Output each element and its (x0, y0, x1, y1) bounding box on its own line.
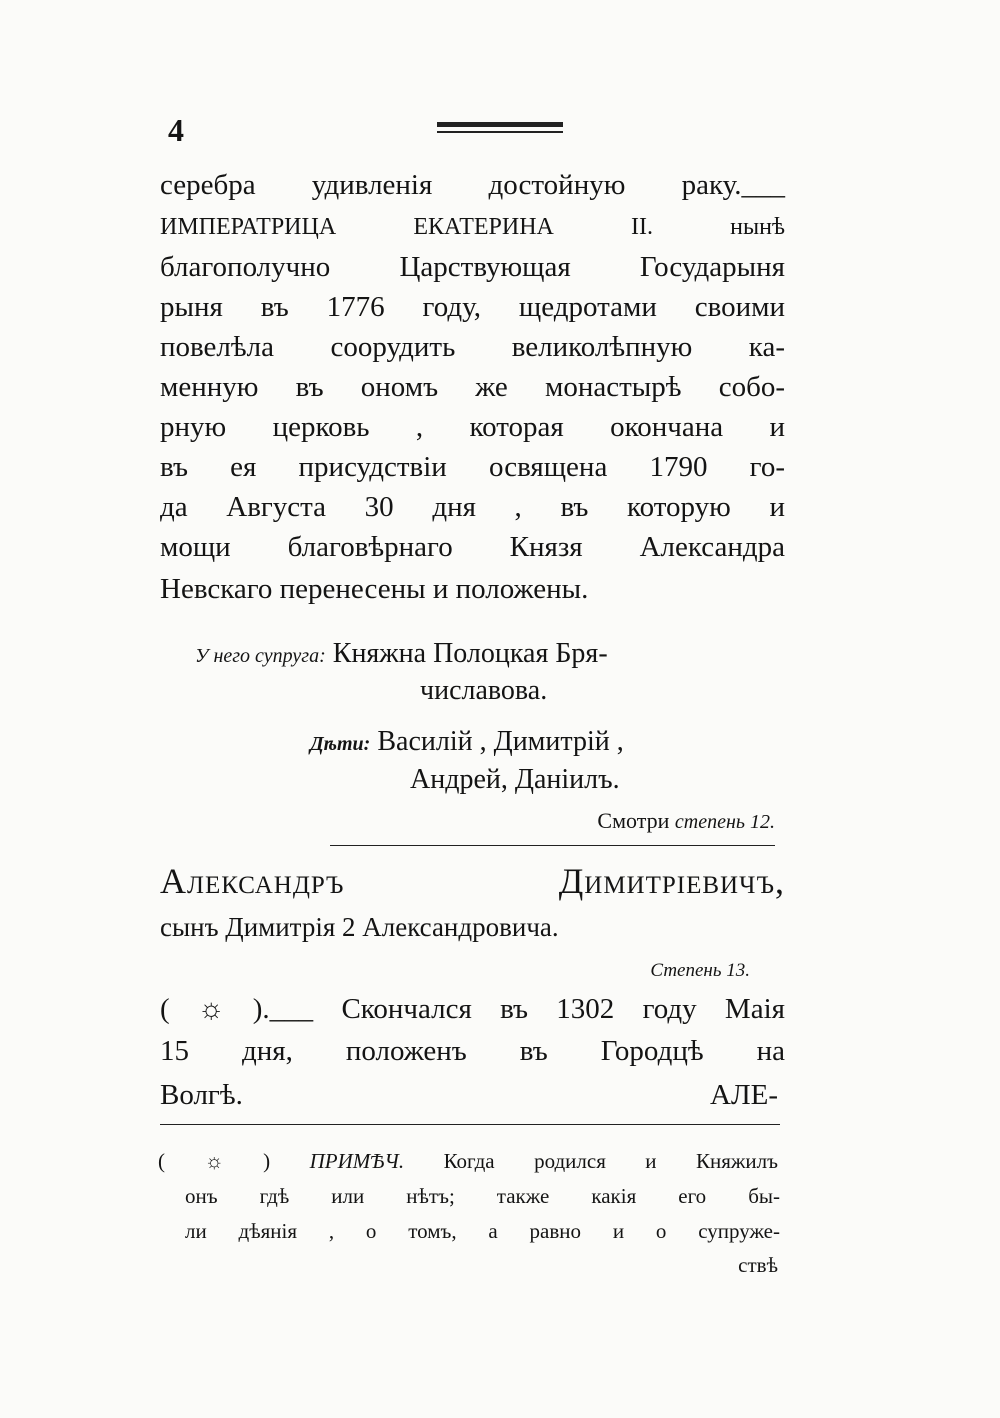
section-divider (330, 845, 775, 846)
text-line: мощи благовѣрнаго Князя Александра (160, 531, 785, 563)
text-line: Невскаго перенесены и положены. (160, 573, 589, 605)
catchword: АЛЕ- (710, 1079, 778, 1111)
footnote-text: Когда родился и Княжилъ (443, 1149, 778, 1173)
entry-subheading: сынъ Димитрія 2 Александровича. (160, 912, 559, 942)
footnote-line: онъ гдѣ или нѣтъ; также какія его бы- (185, 1184, 780, 1208)
page-number: 4 (168, 112, 184, 148)
footnote-label: ПРИМѢЧ. (309, 1149, 405, 1173)
spouse-label: У него супруга: (195, 645, 326, 667)
children-label: Дѣти: (310, 733, 371, 755)
footnote-divider (160, 1124, 780, 1125)
text-line: повелѣла соорудить великолѣпную ка- (160, 331, 785, 363)
children-names-cont: Андрей, Даніилъ. (410, 764, 620, 795)
text-line: менную въ ономъ же монастырѣ собо- (160, 371, 785, 403)
text-line: въ ея присудствіи освящена 1790 го- (160, 451, 785, 483)
see-reference (597, 808, 775, 834)
see-word: Смотри (597, 808, 670, 833)
see-degree: степень 12. (674, 811, 775, 833)
children-names: Василій , Димитрій , (377, 726, 624, 757)
text-line: ИМПЕРАТРИЦА ЕКАТЕРИНА II. нынѣ (160, 214, 785, 240)
spouse-name: Княжна Полоцкая Бря- (332, 638, 608, 669)
entry-degree: Степень 13. (650, 960, 750, 981)
text-line: ( ☼ ).___ Скончался въ 1302 году Маія (160, 993, 785, 1025)
footnote-mark: ( ☼ ) (158, 1149, 271, 1173)
text-line: Волгѣ. (160, 1079, 243, 1111)
text-line: рную церковь , которая окончана и (160, 411, 785, 443)
text-line: благополучно Царствующая Государыня (160, 251, 785, 283)
text-line: 15 дня, положенъ въ Городцѣ на (160, 1035, 785, 1067)
entry-heading: Александръ Димитріевичъ, (160, 861, 785, 901)
text-line: серебра удивленія достойную раку.___ (160, 169, 785, 201)
text-line: да Августа 30 дня , въ которую и (160, 491, 785, 523)
footnote-line: ствѣ (738, 1253, 778, 1277)
footnote-line: ли дѣянія , о томъ, а равно и о супруже- (185, 1219, 780, 1243)
spouse-name-cont: числавова. (420, 675, 548, 706)
text-line: рыня въ 1776 году, щедротами своими (160, 291, 785, 323)
